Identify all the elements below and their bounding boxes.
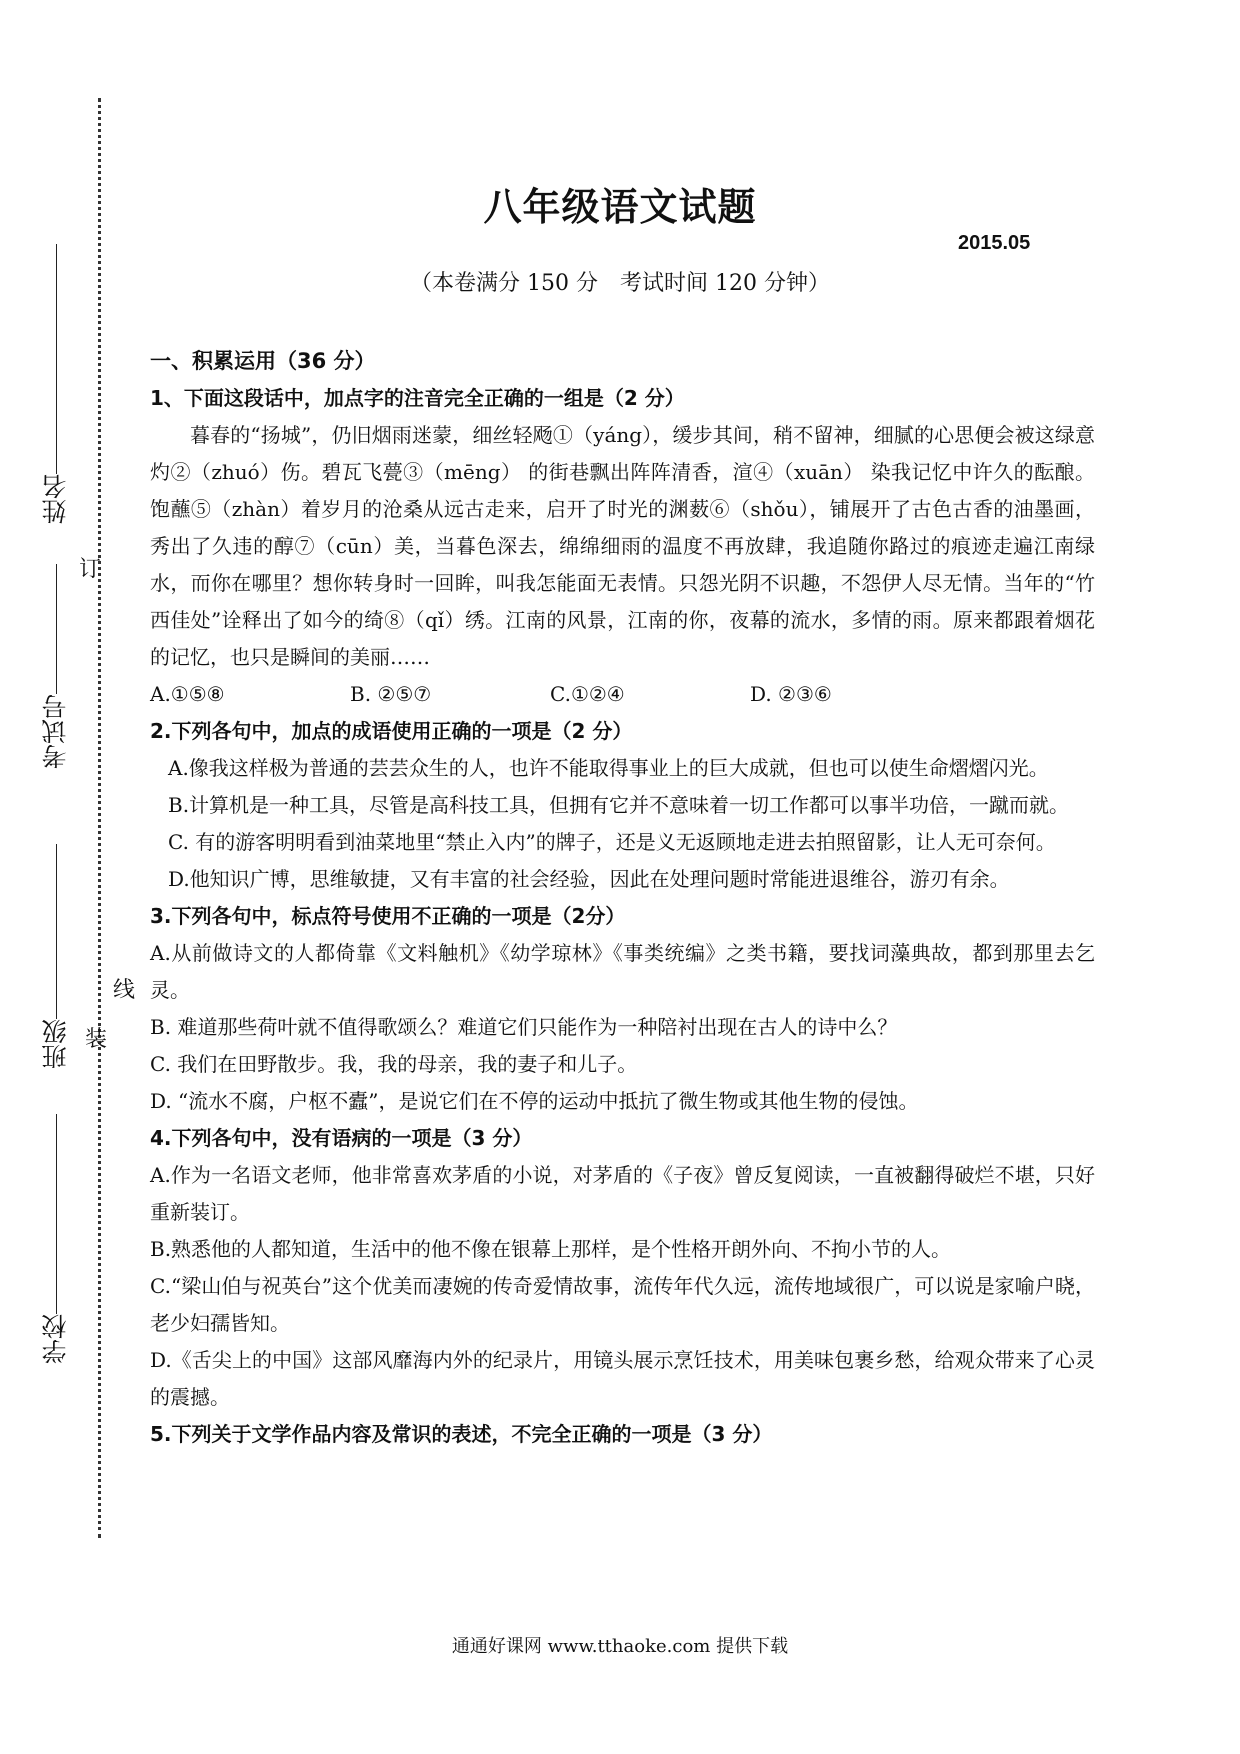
question-2-option-d[interactable]: D.他知识广博，思维敏捷，又有丰富的社会经验，因此在处理问题时常能进退维谷，游刃有余。 [168,867,1010,891]
binding-field-school[interactable] [36,1110,76,1364]
name-label: 姓名 [41,474,70,524]
exam-number-label: 考试号 [41,694,70,769]
question-1-option-a[interactable]: A.①⑤⑧ [150,682,225,706]
question-2-title: 2.下列各句中，加点的成语使用正确的一项是（2 分） [150,719,633,743]
school-label: 学校 [41,1314,70,1364]
school-underline[interactable] [56,1114,57,1314]
question-1-passage: 暮春的“扬城”，仍旧烟雨迷蒙，细丝轻飏①（yáng），缓步其间，稍不留神，细腻的心思便会被这绿意灼②（zhuó）伤。碧瓦飞甍③（mēng） 的街巷飘出阵阵清香，渲④（xuān） 染我记忆中许久的酝酿。饱蘸⑤（zhàn）着岁月的沧桑从远古走来，启开了时光的渊薮⑥（shǒu），铺展开了古色古香的油墨画，秀出了久违的醇⑦（cūn）美，当暮色深去，绵绵细雨的温度不再放肆，我追随你路过的痕迹走遍江南绿水，而你在哪里？想你转身时一回眸，叫我怎能面无表情。只怨光阴不识趣，不怨伊人尽无情。当年的“竹西佳处”诠释出了如今的绮⑧（qǐ）绣。江南的风景，江南的你，夜幕的流水，多情的雨。原来都跟着烟花的记忆，也只是瞬间的美丽…… [150,423,1095,669]
question-1-options [150,676,1095,713]
binding-mark-xian: 线 [113,978,136,1003]
binding-field-class[interactable] [36,840,76,1069]
question-3-option-a[interactable]: A.从前做诗文的人都倚靠《文料触机》《幼学琼林》《事类统编》之类书籍，要找词藻典故，都到那里去乞灵。 [150,941,1095,1002]
question-1-option-c[interactable]: C.①②④ [550,682,625,706]
binding-mark-ding: 订 [79,557,102,582]
question-3-option-c[interactable]: C. 我们在田野散步。我，我的母亲，我的妻子和儿子。 [150,1052,638,1076]
exam-subtitle: （本卷满分 150 分 考试时间 120 分钟） [410,271,830,296]
question-2-option-c[interactable]: C. 有的游客明明看到油菜地里“禁止入内”的牌子，还是义无返顾地走进去拍照留影，让人无可奈何。 [168,830,1056,854]
question-3-title: 3.下列各句中，标点符号使用不正确的一项是（2分） [150,904,626,928]
question-3-option-d[interactable]: D. “流水不腐，户枢不蠹”，是说它们在不停的运动中抵抗了微生物或其他生物的侵蚀。 [150,1089,919,1113]
question-1-option-b[interactable]: B. ②⑤⑦ [350,682,432,706]
question-4-title: 4.下列各句中，没有语病的一项是（3 分） [150,1126,533,1150]
binding-mark-zhuang: 装 [85,1027,108,1052]
class-underline[interactable] [56,844,57,1019]
exam-date: 2015.05 [958,232,1031,254]
page-title: 八年级语文试题 [483,185,757,229]
question-1-option-d[interactable]: D. ②③⑥ [750,682,832,706]
question-4-option-c[interactable]: C.“梁山伯与祝英台”这个优美而凄婉的传奇爱情故事，流传年代久远，流传地域很广，可以说是家喻户晓，老少妇孺皆知。 [150,1274,1095,1335]
page-footer: 通通好课网 www.tthaoke.com 提供下载 [451,1636,789,1657]
exam-number-underline[interactable] [56,564,57,694]
question-4-option-b[interactable]: B.熟悉他的人都知道，生活中的他不像在银幕上那样，是个性格开朗外向、不拘小节的人。 [150,1237,952,1261]
binding-field-exam-number[interactable] [36,560,76,769]
binding-dotted-line [98,98,101,1538]
question-2-option-a[interactable]: A.像我这样极为普通的芸芸众生的人，也许不能取得事业上的巨大成就，但也可以使生命熠熠闪光。 [168,756,1049,780]
section-title: 一、积累运用（36 分） [150,349,376,373]
class-label: 班级 [41,1019,70,1069]
question-3-option-b[interactable]: B. 难道那些荷叶就不值得歌颂么？难道它们只能作为一种陪衬出现在古人的诗中么？ [150,1015,898,1039]
question-4-option-d[interactable]: D.《舌尖上的中国》这部风靡海内外的纪录片，用镜头展示烹饪技术，用美味包裹乡愁，给观众带来了心灵的震撼。 [150,1348,1095,1409]
question-5-title: 5.下列关于文学作品内容及常识的表述，不完全正确的一项是（3 分） [150,1422,773,1446]
question-2-option-b[interactable]: B.计算机是一种工具，尽管是高科技工具，但拥有它并不意味着一切工作都可以事半功倍，一蹴而就。 [168,793,1070,817]
question-1-title: 1、下面这段话中，加点字的注音完全正确的一组是（2 分） [150,386,685,410]
exam-content [150,343,1095,1453]
question-4-option-a[interactable]: A.作为一名语文老师，他非常喜欢茅盾的小说，对茅盾的《子夜》曾反复阅读，一直被翻得破烂不堪，只好重新装订。 [150,1163,1095,1224]
